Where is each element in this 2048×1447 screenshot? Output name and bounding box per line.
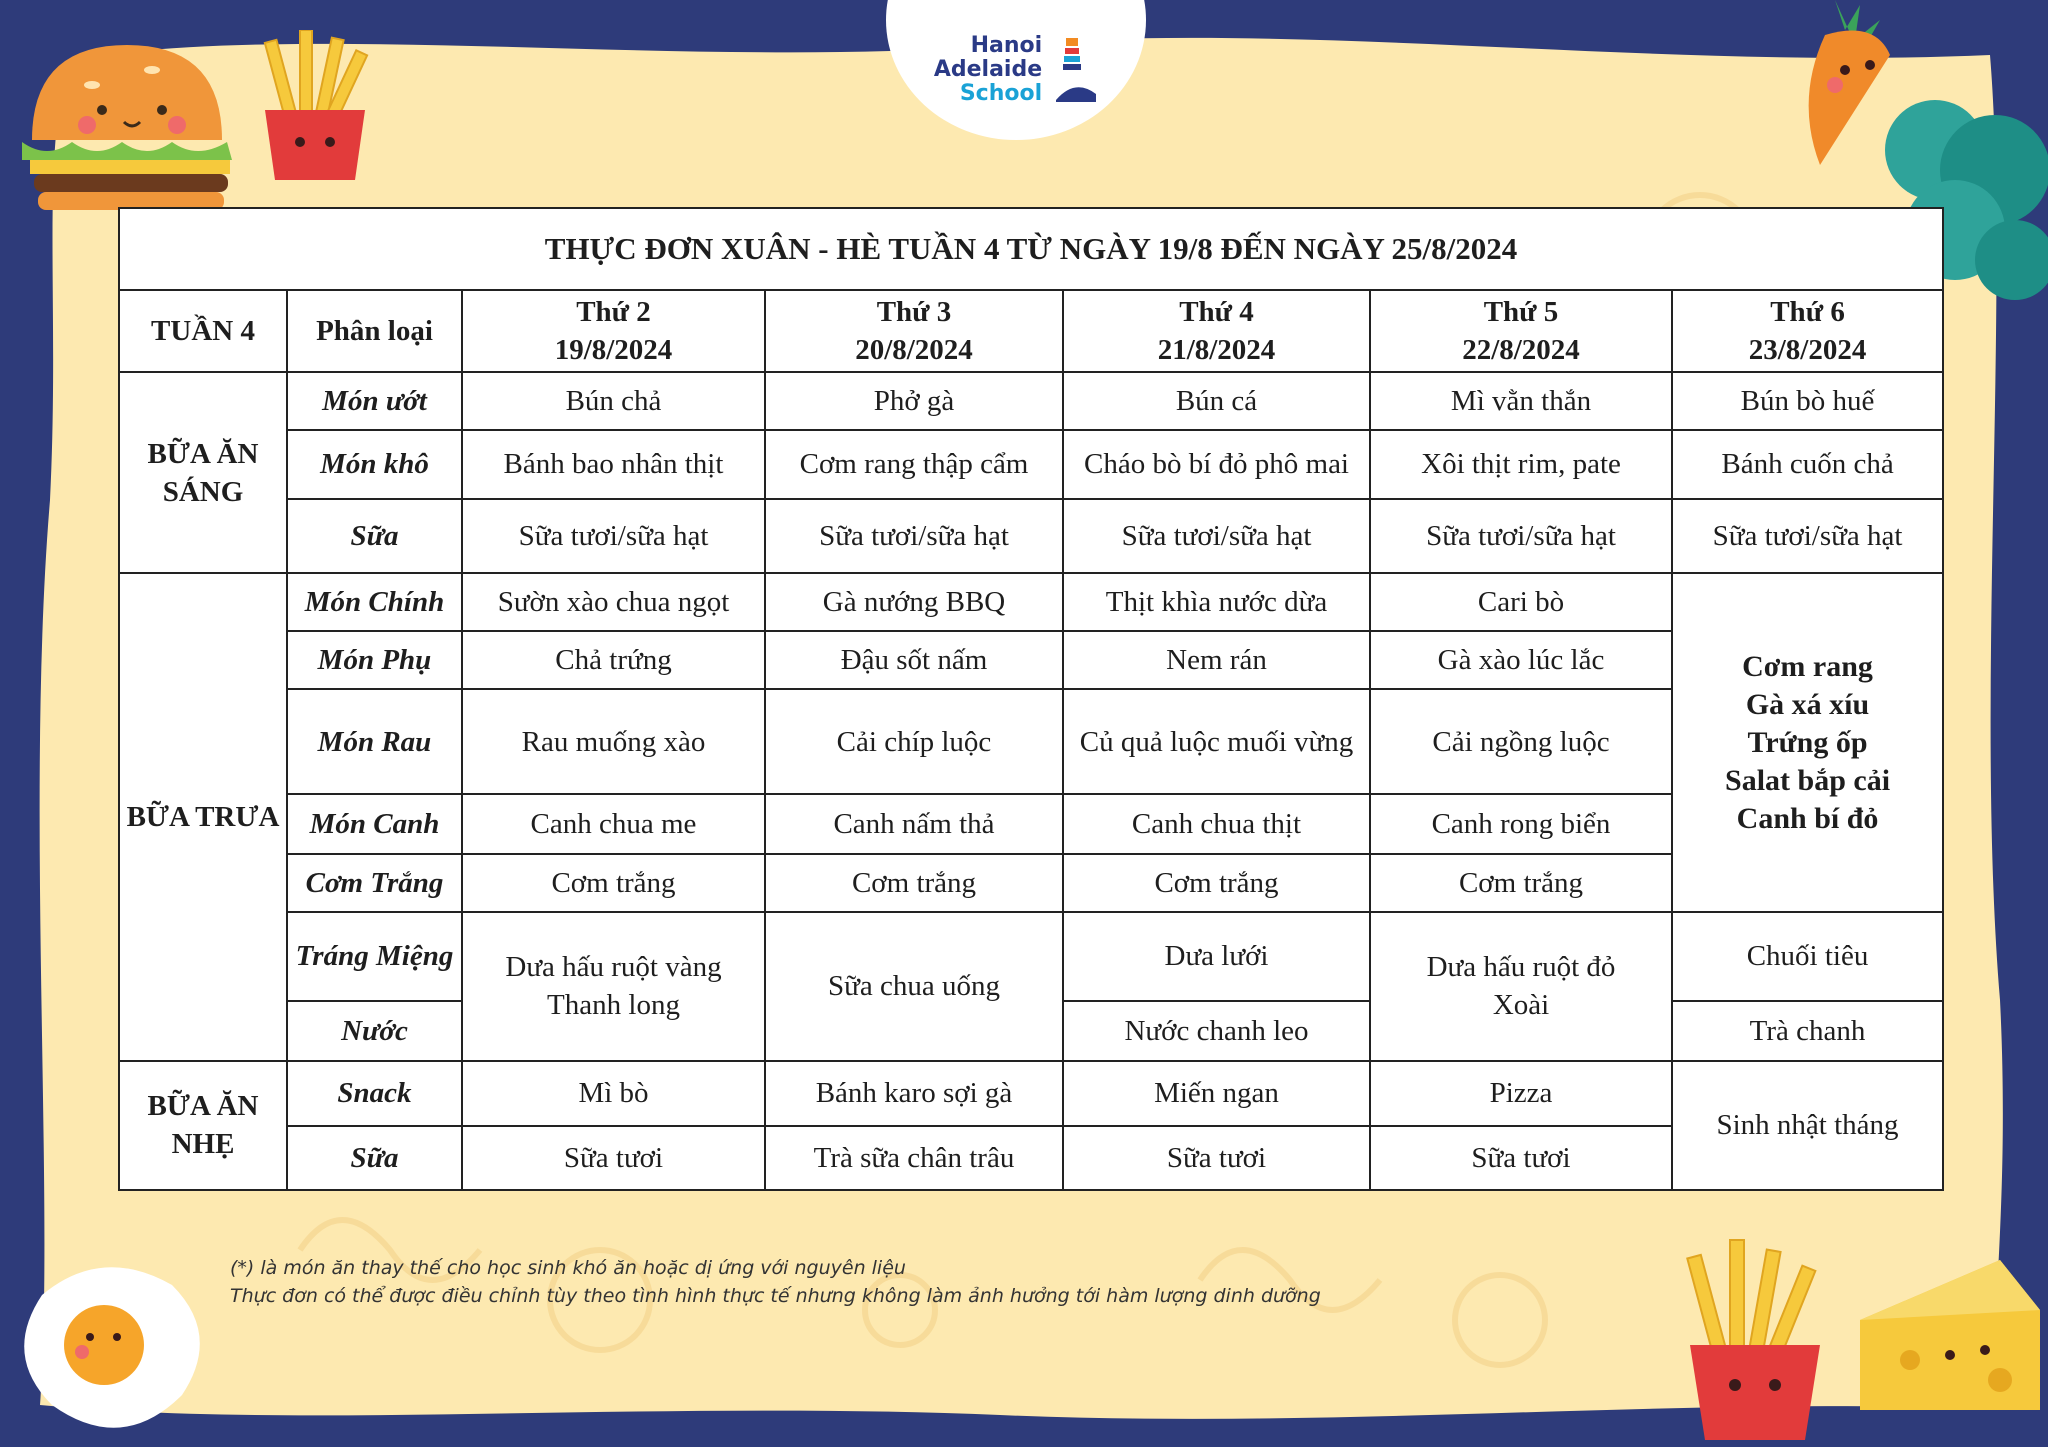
dish-cell: Pizza [1370,1061,1672,1126]
dish-cell: Cơm trắng [1370,854,1672,912]
dish-cell: Cơm rang thập cẩm [765,430,1063,498]
table-row [119,430,1943,498]
table-row [119,499,1943,573]
table-row [119,372,1943,430]
dish-cell: Sữa tươi/sữa hạt [765,499,1063,573]
day-header: Thứ 4 21/8/2024 [1063,290,1370,372]
dish-cell: Củ quả luộc muối vừng [1063,689,1370,794]
lighthouse-icon [1052,30,1098,110]
table-row [119,631,1943,689]
dish-cell: Bánh karo sợi gà [765,1061,1063,1126]
footnotes [230,1254,1321,1310]
footnote-line: (*) là món ăn thay thế cho học sinh khó ăn hoặc dị ứng với nguyên liệu [230,1257,906,1279]
dish-cell: Bún cá [1063,372,1370,430]
dish-cell: Xôi thịt rim, pate [1370,430,1672,498]
dish-cell: Phở gà [765,372,1063,430]
dish-cell: Sữa tươi/sữa hạt [1063,499,1370,573]
dish-cell: Mì bò [462,1061,765,1126]
title-row [119,208,1943,290]
dish-cell: Cải ngồng luộc [1370,689,1672,794]
dish-cell: Cari bò [1370,573,1672,631]
dish-cell: Bún chả [462,372,765,430]
dish-cell: Cháo bò bí đỏ phô mai [1063,430,1370,498]
dish-cell: Trà chanh [1672,1001,1943,1061]
dish-cell: Miến ngan [1063,1061,1370,1126]
category-header: Phân loại [287,290,462,372]
dish-cell-friday-snack: Sinh nhật tháng [1672,1061,1943,1190]
day-header: Thứ 6 23/8/2024 [1672,290,1943,372]
category-cell: Snack [287,1061,462,1126]
dish-cell: Mì vằn thắn [1370,372,1672,430]
category-cell-drink: Nước [287,1001,462,1061]
table-row [119,854,1943,912]
fries-icon-bottom [1660,1235,1840,1447]
dish-cell: Gà nướng BBQ [765,573,1063,631]
dish-cell: Đậu sốt nấm [765,631,1063,689]
dish-cell: Sữa chua uống [765,912,1063,1060]
dish-cell: Bún bò huế [1672,372,1943,430]
menu-title: THỰC ĐƠN XUÂN - HÈ TUẦN 4 TỪ NGÀY 19/8 ĐẾN NGÀY 25/8/2024 [119,208,1943,290]
logo-line-3: School [959,81,1043,106]
category-cell: Món ướt [287,372,462,430]
table-row [119,794,1943,854]
dish-cell: Chuối tiêu [1672,912,1943,1000]
day-header: Thứ 2 19/8/2024 [462,290,765,372]
dish-cell: Sữa tươi [1370,1126,1672,1190]
category-cell: Sữa [287,499,462,573]
dish-cell: Cơm trắng [1063,854,1370,912]
header-row [119,290,1943,372]
category-cell: Sữa [287,1126,462,1190]
fried-egg-icon [12,1255,212,1445]
dish-cell: Dưa lưới [1063,912,1370,1000]
day-header: Thứ 5 22/8/2024 [1370,290,1672,372]
fries-icon [245,30,385,190]
table-row [119,573,1943,631]
dish-cell: Canh rong biển [1370,794,1672,854]
dish-cell: Gà xào lúc lắc [1370,631,1672,689]
dish-cell: Nem rán [1063,631,1370,689]
table-row [119,689,1943,794]
dish-cell: Dưa hấu ruột vàng Thanh long [462,912,765,1060]
weekly-menu-table [118,207,1944,1191]
category-cell: Món Phụ [287,631,462,689]
cheese-icon [1850,1250,2048,1420]
dish-cell: Nước chanh leo [1063,1001,1370,1061]
dish-cell: Sữa tươi [1063,1126,1370,1190]
dish-cell: Trà sữa chân trâu [765,1126,1063,1190]
meal-label-breakfast: BỮA ĂN SÁNG [119,372,287,572]
category-cell: Món khô [287,430,462,498]
dish-cell: Canh nấm thả [765,794,1063,854]
dish-cell: Bánh cuốn chả [1672,430,1943,498]
dish-cell: Rau muống xào [462,689,765,794]
school-logo [886,0,1146,140]
dish-cell: Sữa tươi [462,1126,765,1190]
dish-cell: Dưa hấu ruột đỏ Xoài [1370,912,1672,1060]
table-row [119,1061,1943,1126]
logo-wordmark [934,34,1042,106]
category-cell-dessert: Tráng Miệng [287,912,462,1000]
dish-cell: Sữa tươi/sữa hạt [462,499,765,573]
meal-label-snack: BỮA ĂN NHẸ [119,1061,287,1190]
day-header: Thứ 3 20/8/2024 [765,290,1063,372]
category-cell: Món Rau [287,689,462,794]
dish-cell: Canh chua me [462,794,765,854]
dish-cell: Cơm trắng [765,854,1063,912]
category-cell: Món Canh [287,794,462,854]
burger-icon [12,30,242,220]
dish-cell: Cơm trắng [462,854,765,912]
table-row [119,1126,1943,1190]
week-header: TUẦN 4 [119,290,287,372]
dish-cell: Chả trứng [462,631,765,689]
dish-cell: Bánh bao nhân thịt [462,430,765,498]
dish-cell: Sữa tươi/sữa hạt [1370,499,1672,573]
meal-label-lunch: BỮA TRƯA [119,573,287,1061]
dish-cell: Sữa tươi/sữa hạt [1672,499,1943,573]
logo-line-2: Adelaide [933,57,1043,82]
logo-line-1: Hanoi [970,33,1043,58]
friday-lunch-special: Cơm rang Gà xá xíu Trứng ốp Salat bắp cải Canh bí đỏ [1672,573,1943,913]
category-cell: Món Chính [287,573,462,631]
dish-cell: Sườn xào chua ngọt [462,573,765,631]
footnote-line: Thực đơn có thể được điều chỉnh tùy theo tình hình thực tế nhưng không làm ảnh hưởng tới hàm lượng dinh dưỡng [230,1285,1321,1307]
dish-cell: Cải chíp luộc [765,689,1063,794]
table-row [119,912,1943,1000]
dish-cell: Thịt khìa nước dừa [1063,573,1370,631]
category-cell: Cơm Trắng [287,854,462,912]
dish-cell: Canh chua thịt [1063,794,1370,854]
